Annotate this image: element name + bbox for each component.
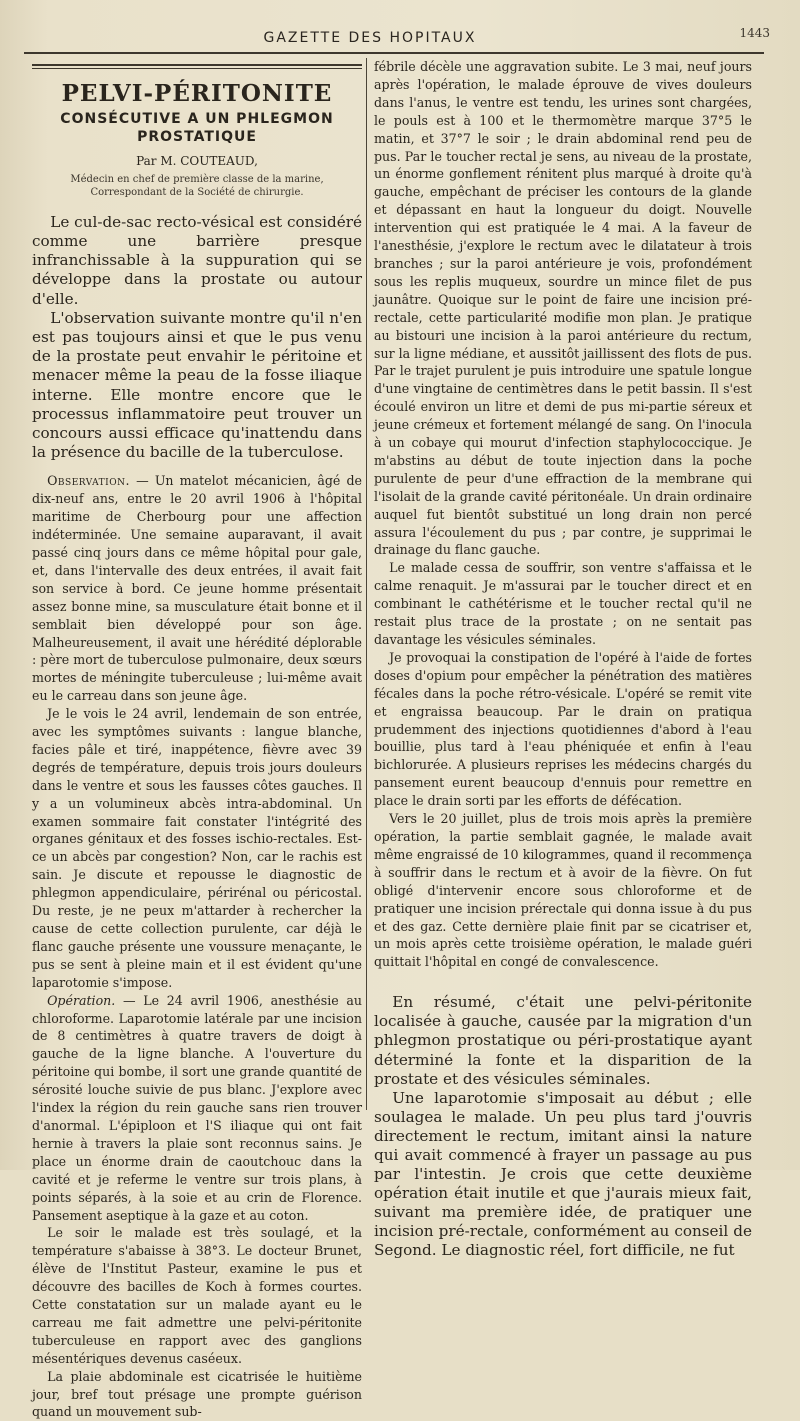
observation-text: — Un matelot mécanicien, âgé de dix-neuf ans, entre le 20 avril 1906 à l'hôpital maritime de Cherbourg pour une affection indéterminée. Une semaine auparavant, il avait passé cinq jours dans ce même hôpital pour gale, et, dans l'intervalle des deux entrées, il avait fait son service à bord. Ce jeune homme présentait assez bonne mine, sa musculature était bonne et il semblait bien développé pour son âge. Malheureusement, il avait une hérédité déplorable : père mort de tuberculose pulmonaire, deux sœurs mortes de méningite tuberculeuse ; lui-même avait eu le carreau dans son jeune âge. <box>32 473 362 704</box>
lead-paragraph: L'observation suivante montre qu'il n'en est pas toujours ainsi et que le pus venu de la prostate peut envahir le péritoine et menacer même la peau de la fosse iliaque interne. Elle montre encore que le processus inflammatoire peut trouver un concours aussi efficace qu'inattendu dans la présence du bacille de la tuberculose. <box>32 308 362 462</box>
summary-paragraph: En résumé, c'était une pelvi-péritonite localisée à gauche, causée par la migration d'un phlegmon prostatique ou péri-prostatique ayant déterminé la fonte et la disparition de la prostate et des vésicules séminales. <box>374 993 752 1088</box>
author-affiliation-2: Correspondant de la Société de chirurgie. <box>90 186 304 198</box>
operation-label: Opération. <box>47 992 116 1008</box>
body-paragraph: La plaie abdominale est cicatrisée le huitième jour, bref tout présage une prompte guérison quand un mouvement sub- <box>32 1368 362 1420</box>
operation-paragraph <box>32 992 362 1225</box>
running-header <box>0 26 800 50</box>
operation-text: — Le 24 avril 1906, anesthésie au chloroforme. Laparotomie latérale par une incision de 8 centimètres à quatre travers de doigt à gauche de la ligne blanche. A l'ouverture du péritoine qui bombe, il sort une grande quantité de sérosité louche suivie de pus blanc. J'explore avec l'index la région du rein gauche sans rien trouver d'anormal. L'épiploon et l'S iliaque qui ont fait hernie à travers la plaie sont reconnus sains. Je place un énorme drain de caoutchouc dans la cavité et je referme le ventre sur trois plans, à points séparés, à la soie et au crin de Florence. Pansement aseptique à la gaze et au coton. <box>32 992 362 1223</box>
body-paragraph: Je le vois le 24 avril, lendemain de son entrée, avec les symptômes suivants : langue blanche, facies pâle et tiré, inappétence, fièvre avec 39 degrés de température, depuis trois jours douleurs dans le ventre et sous les fausses côtes gauches. Il y a un volumineux abcès intra-abdominal. Un examen sommaire fait constater l'intégrité des organes génitaux et des fosses ischio-rectales. Est-ce un abcès par congestion? Non, car le rachis est sain. Je discute et repousse le diagnostic de phlegmon appendiculaire, périrénal ou péricostal. Du reste, je ne peux m'attarder à rechercher la cause de cette collection purulente, car déjà le flanc gauche présente une voussure menaçante, le pus se sent à pleine main et il est évident qu'une laparotomie s'impose. <box>32 706 362 990</box>
journal-title: GAZETTE DES HOPITAUX <box>263 30 477 46</box>
header-rule <box>24 52 764 54</box>
body-paragraph: Je provoquai la constipation de l'opéré à l'aide de fortes doses d'opium pour empêcher la pénétration des matières fécales dans la poche rétro-vésicale. L'opéré se remit vite et engraissa beaucoup. Par le drain on pratiqua prudemment des injections quotidiennes d'abord à l'eau bouillie, plus tard à l'eau phéniquée et enfin à l'eau bichlorurée. A plusieurs reprises les médecins chargés du pansement eurent beaucoup d'ennuis pour remettre en place le drain sorti par les efforts de défécation. <box>374 649 752 809</box>
body-paragraph: Le malade cessa de souffrir, son ventre s'affaissa et le calme renaquit. Je m'assurai par le toucher direct et en combinant le cathétérisme et le toucher rectal qu'il ne restait plus trace de la prostate ; on ne sentait pas davantage les vésicules séminales. <box>374 560 752 647</box>
column-divider <box>366 58 367 1110</box>
observation-label: Observation. <box>47 473 130 489</box>
lead-section <box>32 213 362 463</box>
observation-section <box>32 472 362 1421</box>
body-paragraph: Le soir le malade est très soulagé, et la température s'abaisse à 38°3. Le docteur Brunet, élève de l'Institut Pasteur, examine le pus et découvre des bacilles de Koch à formes courtes. Cette constatation sur un malade ayant eu le carreau me fait admettre une pelvi-péritonite tuberculeuse en rapport avec des ganglions mésentériques devenus caséeux. <box>32 1225 362 1366</box>
lead-paragraph: Le cul-de-sac recto-vésical est considéré comme une barrière presque infranchissable à la suppuration qui se développe dans la prostate ou autour d'elle. <box>32 212 362 308</box>
page-number: 1443 <box>739 26 770 40</box>
summary-paragraph: Une laparotomie s'imposait au début ; elle soulagea le malade. Un peu plus tard j'ouvris directement le rectum, imitant ainsi la nature qui avait commencé à frayer un passage au pus par l'intestin. Je crois que cette deuxième opération était inutile et que j'aurais mieux fait, suivant ma première idée, de pratiquer une incision pré-rectale, conformément au conseil de Segond. Le diagnostic réel, fort difficile, ne fut <box>374 1088 752 1260</box>
left-column <box>32 58 362 1421</box>
right-column <box>374 58 752 1261</box>
title-rule <box>32 64 362 69</box>
observation-paragraph <box>32 472 362 705</box>
author-affiliation-1: Médecin en chef de première classe de la marine, <box>70 173 324 185</box>
summary-section <box>374 993 752 1260</box>
article-title: PELVI-PÉRITONITE <box>61 80 333 107</box>
article-subtitle: CONSÉCUTIVE A UN PHLEGMON PROSTATIQUE <box>60 111 334 145</box>
body-paragraph: fébrile décèle une aggravation subite. Le 3 mai, neuf jours après l'opération, le malade éprouve de vives douleurs dans l'anus, le ventre est tendu, les urines sont chargées, le pouls est à 100 et le thermomètre marque 37°5 le matin, et 37°7 le soir ; le drain abdominal rend peu de pus. Par le toucher rectal je sens, au niveau de la prostate, un énorme gonflement rénitent plus marqué à droite qu'à gauche, empêchant de préciser les contours de la glande et dépassant en haut la longueur du doigt. Nouvelle intervention qui est pratiquée le 4 mai. A la faveur de l'anesthésie, j'explore le rectum avec le dilatateur à trois branches ; sur la paroi antérieure je vois, profondément sous les replis muqueux, sourdre un mince filet de pus jaunâtre. Quoique sur le point de faire une incision pré-rectale, cette particularité modifie mon plan. Je pratique au bistouri une incision à la paroi antérieure du rectum, sur la ligne médiane, et aussitôt jaillissent des flots de pus. Par le trajet purulent je puis introduire une spatule longue d'une vingtaine de centimètres dans le petit bassin. Il s'est écoulé environ un litre et demi de pus mi-partie séreux et jeune crémeux et fortement mélangé de sang. On l'inocula à un cobaye qui mourut d'infection staphylococcique. Je m'abstins au début de toute injection dans la poche purulente de peur d'une effraction de la membrane qui l'isolait de la grande cavité péritonéale. Un drain ordinaire auquel fut bientôt substitué un long drain non percé assura l'écoulement du pus ; par contre, je supprimai le drainage du flanc gauche. <box>374 59 752 558</box>
body-paragraph: Vers le 20 juillet, plus de trois mois après la première opération, la partie semblait gagnée, le malade avait même engraissé de 10 kilogrammes, quand il recommença à souffrir dans le rectum et à avoir de la fièvre. On fut obligé d'intervenir encore sous chloroforme et de pratiquer une incision prérectale qui donna issue à du pus et des gaz. Cette dernière plaie finit par se cicatriser et, un mois après cette troisième opération, le malade guéri quittait l'hôpital en congé de convalescence. <box>374 811 752 970</box>
author-line: Par M. COUTEAUD, <box>136 153 258 168</box>
